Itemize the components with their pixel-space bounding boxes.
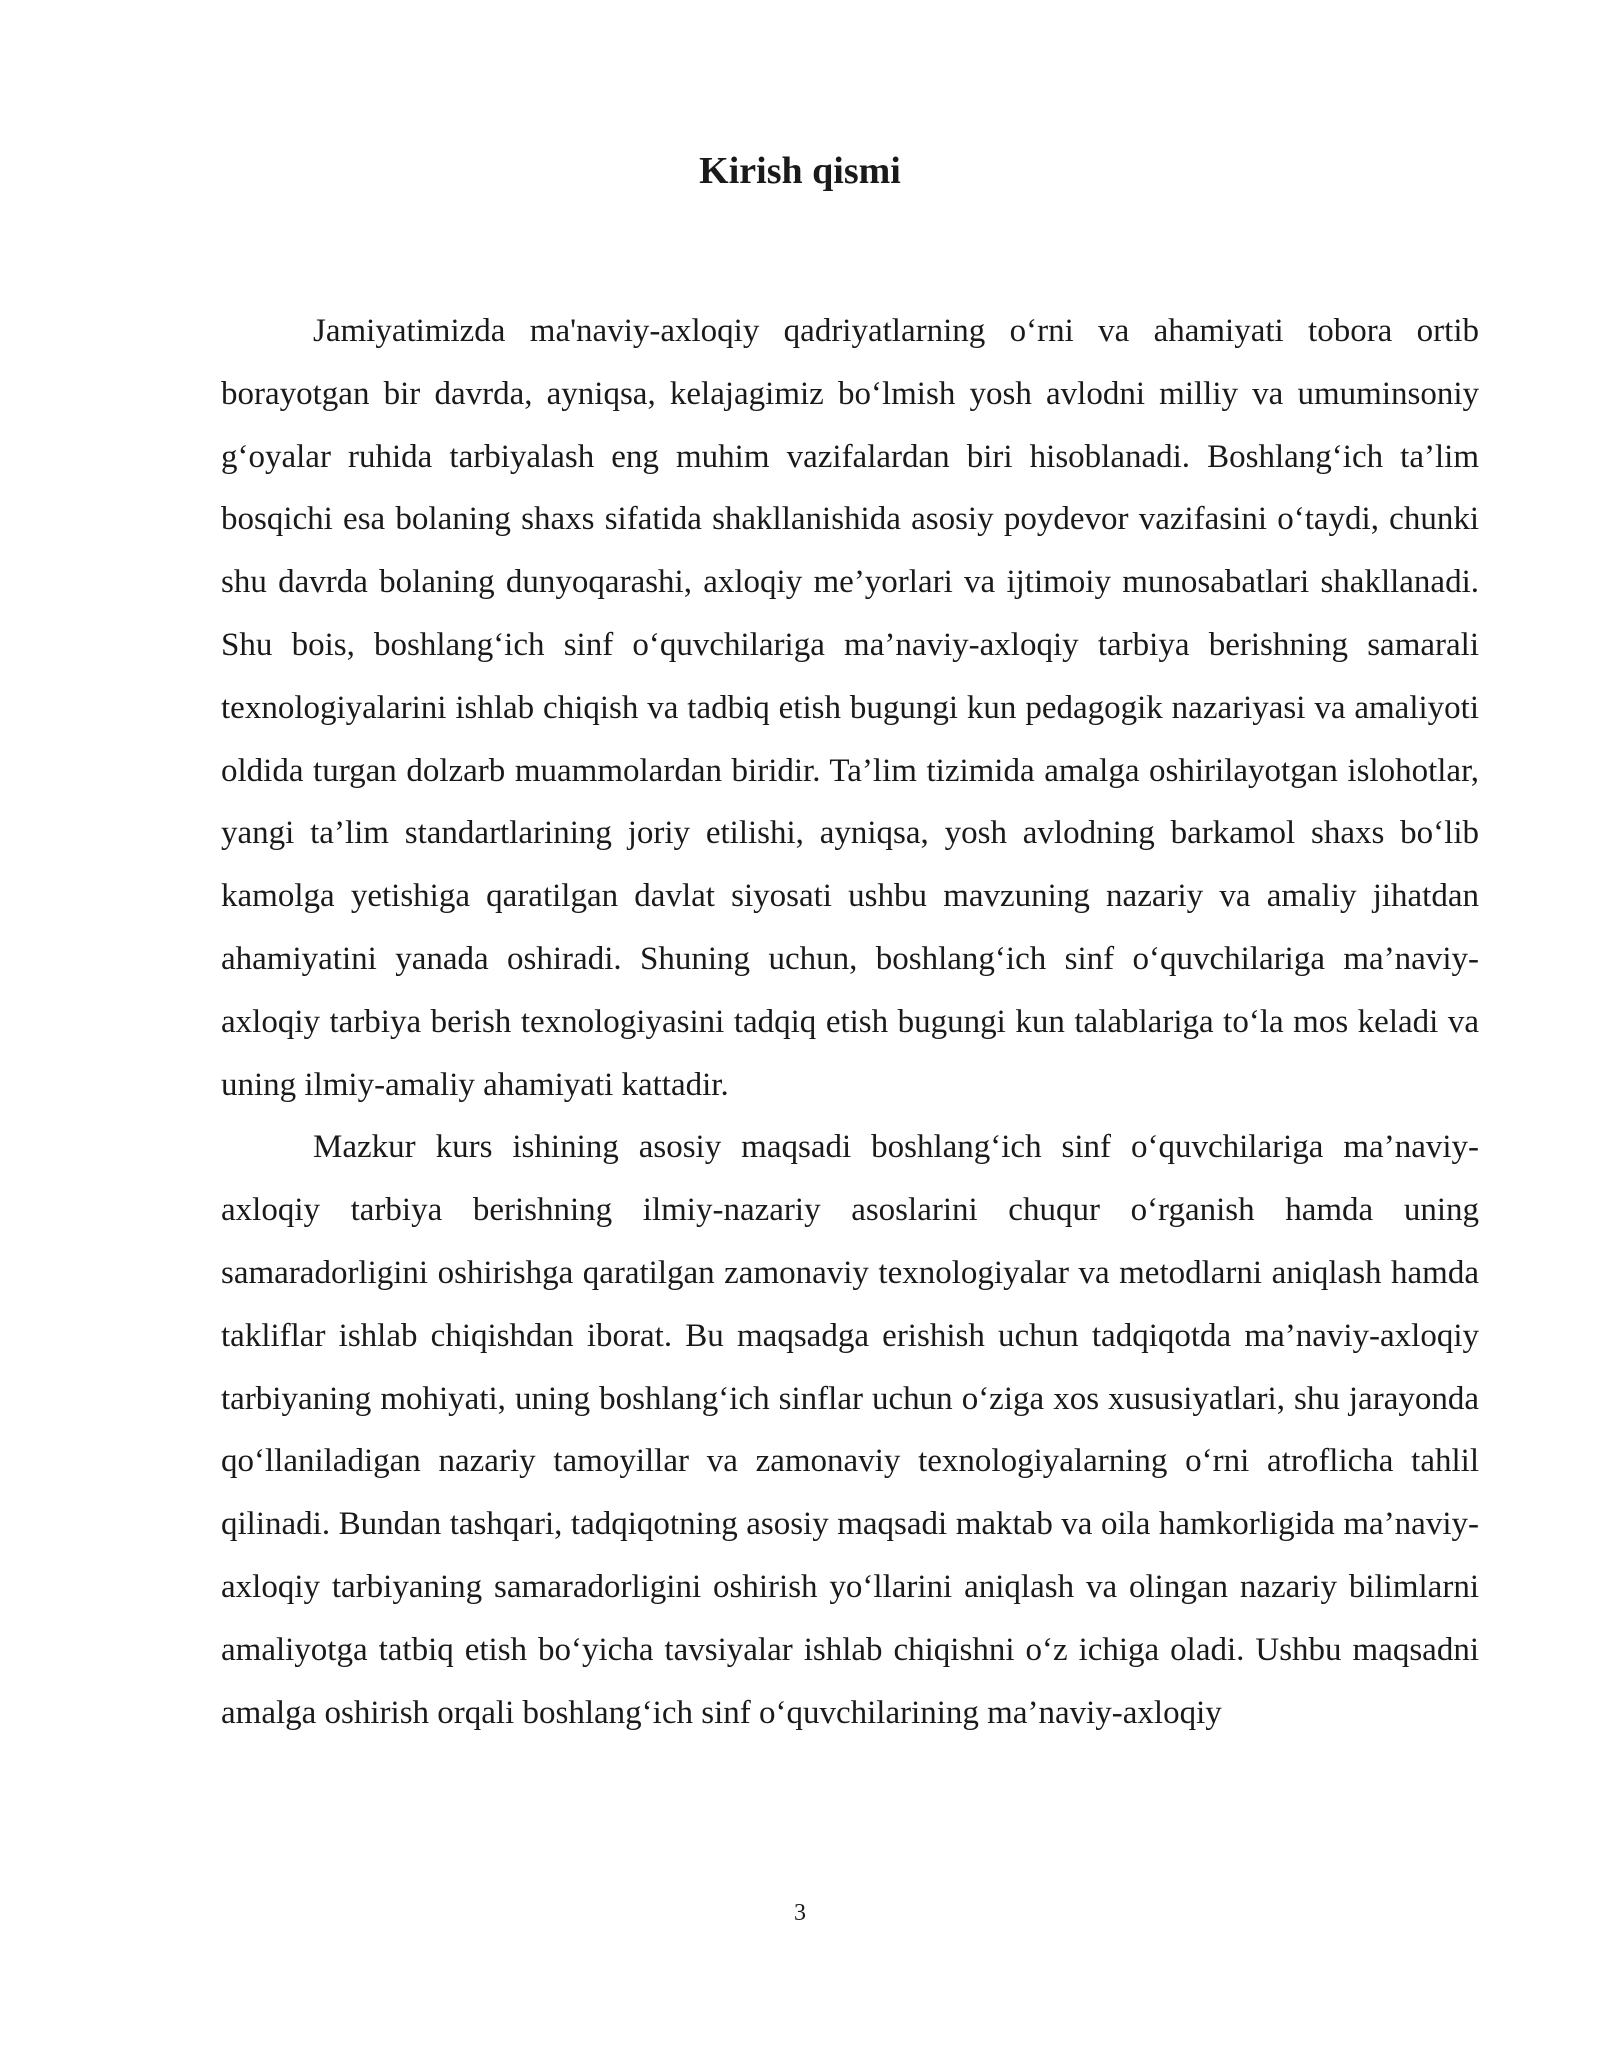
- paragraph-intro: Jamiyatimizda ma'naviy-axloqiy qadriyatlarning o‘rni va ahamiyati tobora ortib borayotgan bir davrda, ayniqsa, kelajagimiz bo‘lmish yosh avlodni milliy va umuminsoniy g‘oyalar ruhida tarbiyalash eng muhim vazifalardan biri hisoblanadi. Boshlang‘ich ta’lim bosqichi esa bolaning shaxs sifatida shakllanishida asosiy poydevor vazifasini o‘taydi, chunki shu davrda bolaning dunyoqarashi, axloqiy me’yorlari va ijtimoiy munosabatlari shakllanadi. Shu bois, boshlang‘ich sinf o‘quvchilariga ma’naviy-axloqiy tarbiya berishning samarali texnologiyalarini ishlab chiqish va tadbiq etish bugungi kun pedagogik nazariyasi va amaliyoti oldida turgan dolzarb muammolardan biridir. Ta’lim tizimida amalga oshirilayotgan islohotlar, yangi ta’lim standartlarining joriy etilishi, ayniqsa, yosh avlodning barkamol shaxs bo‘lib kamolga yetishiga qaratilgan davlat siyosati ushbu mavzuning nazariy va amaliy jihatdan ahamiyatini yanada oshiradi. Shuning uchun, boshlang‘ich sinf o‘quvchilariga ma’naviy-axloqiy tarbiya berish texnologiyasini tadqiq etish bugungi kun talablariga to‘la mos keladi va uning ilmiy-amaliy ahamiyati kattadir.: [221, 313, 1479, 1103]
- paragraph-goal: Mazkur kurs ishining asosiy maqsadi boshlang‘ich sinf o‘quvchilariga ma’naviy-axloqiy tarbiya berishning ilmiy-nazariy asoslarini chuqur o‘rganish hamda uning samaradorligini oshirishga qaratilgan zamonaviy texnologiyalar va metodlarni aniqlash hamda takliflar ishlab chiqishdan iborat. Bu maqsadga erishish uchun tadqiqotda ma’naviy-axloqiy tarbiyaning mohiyati, uning boshlang‘ich sinflar uchun o‘ziga xos xususiyatlari, shu jarayonda qo‘llaniladigan nazariy tamoyillar va zamonaviy texnologiyalarning o‘rni atroflicha tahlil qilinadi. Bundan tashqari, tadqiqotning asosiy maqsadi maktab va oila hamkorligida ma’naviy-axloqiy tarbiyaning samaradorligini oshirish yo‘llarini aniqlash va olingan nazariy bilimlarni amaliyotga tatbiq etish bo‘yicha tavsiyalar ishlab chiqishni o‘z ichiga oladi. Ushbu maqsadni amalga oshirish orqali boshlang‘ich sinf o‘quvchilarining ma’naviy-axloqiy: [221, 1129, 1479, 1731]
- page-number: 3: [794, 1900, 806, 1926]
- page-title: Kirish qismi: [699, 150, 901, 192]
- body-text: [221, 300, 1479, 1744]
